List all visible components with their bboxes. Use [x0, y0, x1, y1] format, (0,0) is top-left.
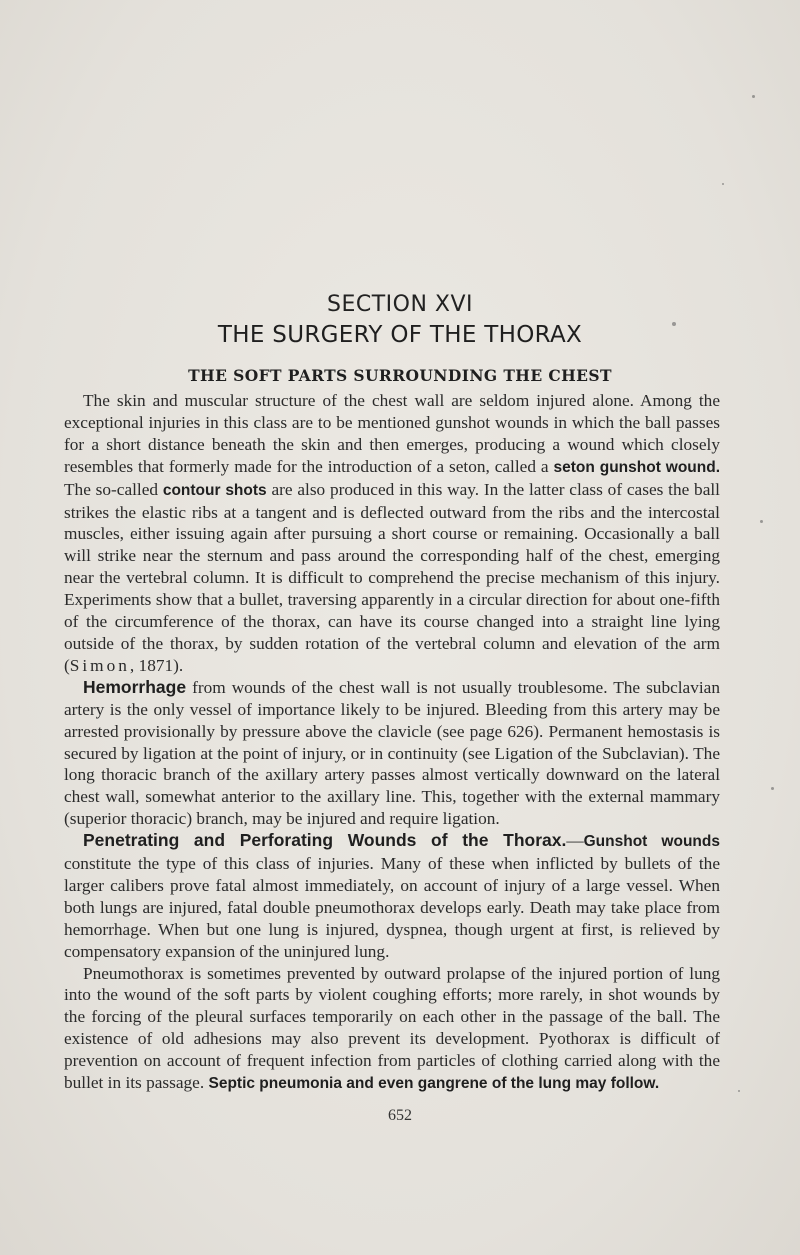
body-text: [64, 390, 720, 1095]
paragraph-lead-hemorrhage: Hemorrhage: [83, 676, 187, 697]
chapter-title: THE SURGERY OF THE THORAX: [217, 322, 583, 348]
section-label: SECTION XVI: [326, 292, 474, 317]
paragraph-text: , 1871).: [129, 655, 184, 675]
paragraph-text: Pneumothorax is sometimes prevented by outward prolapse of the injured portion of lung into the wound of the soft parts by violent coughing efforts; more rarely, in shot wounds by the forcing of the pleural surfaces temporarily on each other in the passage of the ball. The existence of old adhesions may also prevent its development. Pyothorax is difficult of prevention on account of frequent infection from particles of clothing carried along with the bullet in its passage.: [64, 963, 720, 1093]
subsection-heading: THE SOFT PARTS SURROUNDING THE CHEST: [188, 366, 612, 385]
paper-speck: [722, 183, 724, 185]
paper-speck: [771, 787, 774, 790]
paper-speck: [760, 520, 763, 523]
term-gunshot-wounds: Gunshot wounds: [583, 833, 720, 851]
paragraph: [64, 963, 720, 1095]
page-number: 652: [388, 1107, 412, 1124]
paragraph-text: are also produced in this way. In the latter class of cases the ball strikes the elastic ribs at a tangent and is deflected outward from the ribs and the intercostal muscles, either issuing again after pursuing a short course or remaining. Occasionally a ball will strike near the sternum and pass around the corresponding half of the chest, emerging near the vertebral column. It is difficult to comprehend the precise mechanism of this injury. Experiments show that a bullet, traversing apparently in a circular direction for about one-fifth of the circumference of the thorax, can have its course changed into a straight line lying outside of the thorax, by sudden rotation of the vertebral column and elevation of the arm (: [64, 479, 720, 675]
term-septic-pneumonia: Septic pneumonia and even gangrene of the lung may follow.: [208, 1075, 660, 1093]
paragraph-lead-penetrating-wounds: Penetrating and Perforating Wounds of the Thorax.: [83, 830, 567, 851]
paragraph-text: from wounds of the chest wall is not usually troublesome. The subclavian artery is the only vessel of importance likely to be injured. Bleeding from this artery may be arrested provisionally by pressure above the clavicle (see page 626). Permanent hemostasis is secured by ligation at the point of injury, or in continuity (see Ligation of the Subclavian). The long thoracic branch of the axillary artery passes almost vertically downward on the lateral chest wall, somewhat anterior to the axillary line. This, together with the external mammary (superior thoracic) branch, may be injured and require ligation.: [64, 677, 720, 829]
paragraph: [64, 830, 720, 962]
term-contour-shots: contour shots: [162, 481, 267, 499]
term-seton-gunshot-wound: seton gunshot wound.: [553, 458, 720, 476]
paper-speck: [738, 1090, 740, 1092]
author-citation: Simon: [69, 655, 130, 675]
paragraph-text: The skin and muscular structure of the chest wall are seldom injured alone. Among the exceptional injuries in this class are to be mentioned gunshot wounds in which the ball passes for a short distance beneath the skin and then emerges, producing a wound which closely resembles that formerly made for the introduction of a seton, called a: [64, 391, 720, 476]
em-dash: —: [566, 831, 584, 851]
paper-speck: [752, 95, 755, 98]
paragraph: [64, 677, 720, 830]
paragraph: [64, 390, 720, 677]
paragraph-text: The so-called: [64, 479, 163, 499]
paragraph-text: constitute the type of this class of injuries. Many of these when inflicted by bullets of the larger calibers prove fatal almost immediately, on account of injury of a large vessel. When both lungs are injured, fatal double pneumothorax develops early. Death may take place from hemorrhage. When but one lung is injured, dyspnea, though urgent at first, is relieved by compensatory expansion of the uninjured lung.: [64, 854, 720, 961]
